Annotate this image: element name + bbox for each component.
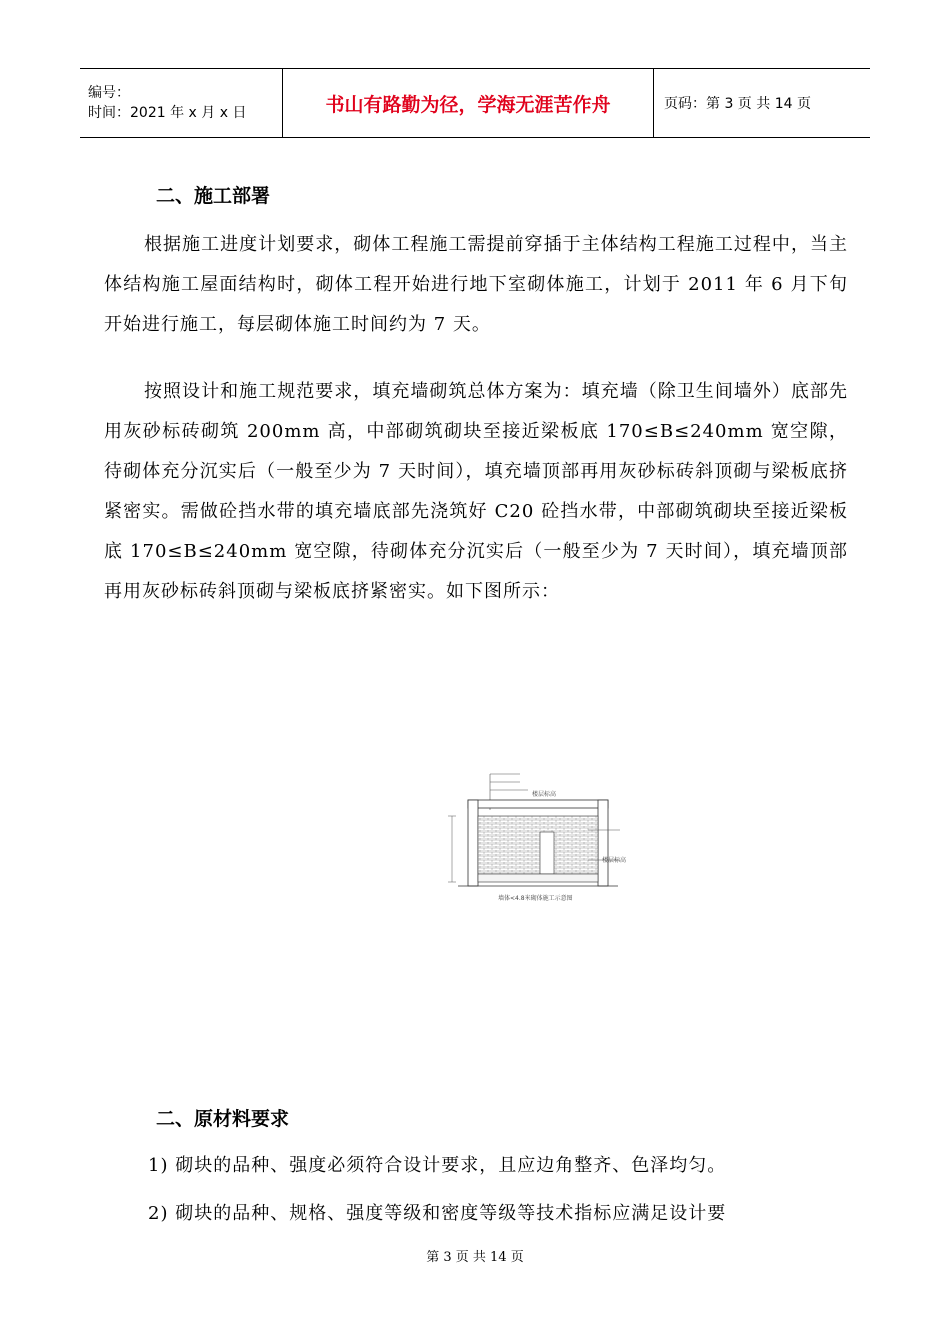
material-item-2: 2) 砌块的品种、规格、强度等级和密度等级等技术指标应满足设计要 (148, 1203, 727, 1224)
figure-label-bottom: 楼层标高 (602, 857, 627, 864)
section-title-materials: 二、原材料要求 (156, 1108, 290, 1130)
paragraph-schedule: 根据施工进度计划要求，砌体工程施工需提前穿插于主体结构工程施工过程中，当主体结构施工屋面结构时，砌体工程开始进行地下室砌体施工，计划于 2011 年 6 月下旬开始进行施工，每层砌体施工时间约为 7 天。 (104, 234, 848, 335)
paragraph-wall-method: 按照设计和施工规范要求，填充墙砌筑总体方案为：填充墙（除卫生间墙外）底部先用灰砂标砖砌筑 200mm 高，中部砌筑砌块至接近梁板底 170≤B≤240mm 宽空隙，待砌体充分沉实后（一般至少为 7 天时间），填充墙顶部再用灰砂标砖斜顶砌与梁板底挤紧密实。需做砼挡水带的填充墙底部先浇筑好 C20 砼挡水带，中部砌筑砌块至接近梁板底 170≤B≤240mm 宽空隙，待砌体充分沉实后（一般至少为 7 天时间），填充墙顶部再用灰砂标砖斜顶砌与梁板底挤紧密实。如下图所示： (104, 381, 848, 602)
header-slogan: 书山有路勤为径，学海无涯苦作舟 (282, 69, 654, 137)
section-title-deployment: 二、施工部署 (156, 185, 271, 207)
header-meta (80, 69, 282, 137)
figure-caption: 墙体<4.8米砌体施工示意图 (498, 895, 573, 902)
header-number: 编号： (88, 85, 130, 101)
figure-label-top: 楼层标高 (532, 791, 557, 798)
material-item-1: 1) 砌块的品种、强度必须符合设计要求，且应边角整齐、色泽均匀。 (148, 1155, 727, 1176)
header-page-info: 页码：第 3 页 共 14 页 (664, 96, 811, 112)
page-footer: 第 3 页 共 14 页 (426, 1250, 524, 1265)
masonry-diagram (438, 770, 636, 904)
page-header (80, 68, 870, 138)
header-time: 时间：2021 年 x 月 x 日 (88, 105, 247, 121)
